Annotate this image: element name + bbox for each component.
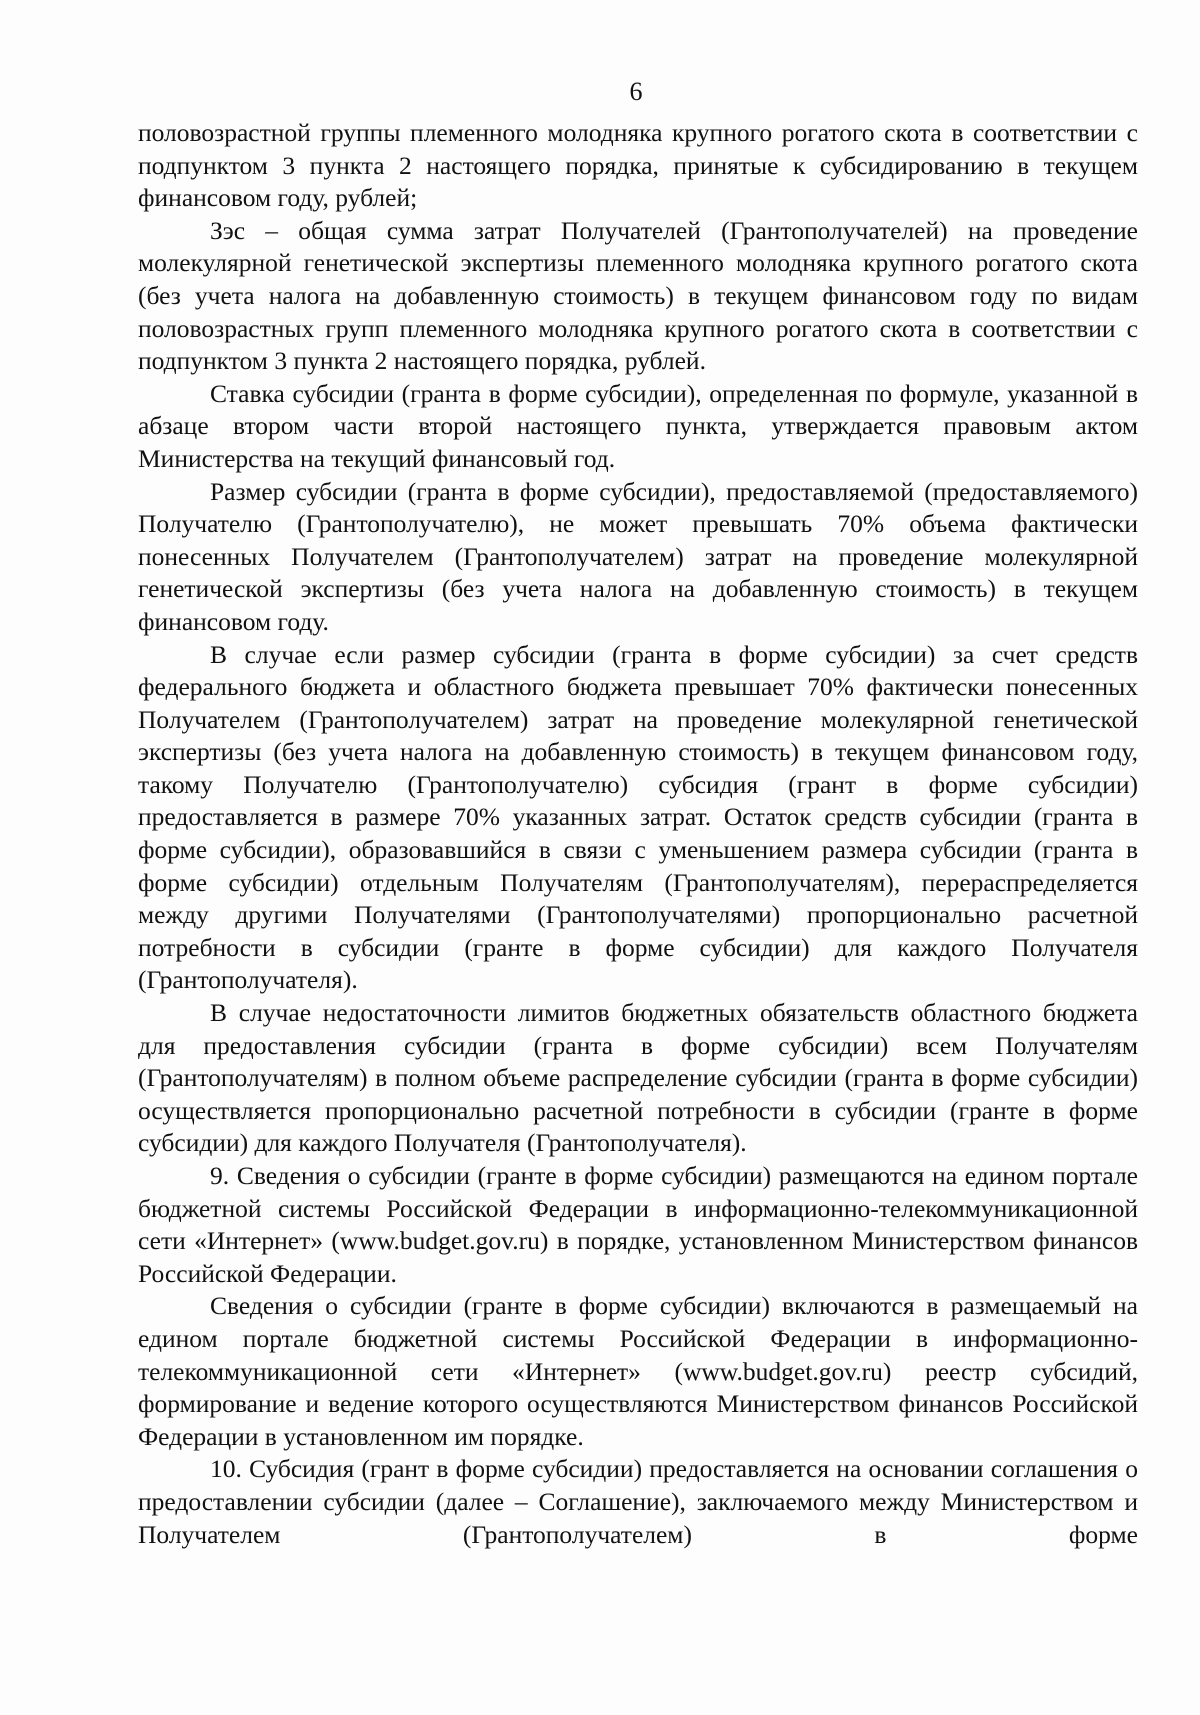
- paragraph-item-9: 9. Сведения о субсидии (гранте в форме субсидии) размещаются на едином портале бюджетной системы Российской Федерации в информационно-телекоммуникационной сети «Интернет» (www.budget.gov.ru) в порядке, установленном Министерством финансов Российской Федерации.: [138, 1161, 1138, 1288]
- paragraph-subsidy-size: Размер субсидии (гранта в форме субсидии), предоставляемой (предоставляемого) Получателю (Грантополучателю), не может превышать 70% объема фактически понесенных Получателем (Грантополучателем) затрат на проведение молекулярной генетической экспертизы (без учета налога на добавленную стоимость) в текущем финансовом году.: [138, 476, 1138, 636]
- paragraph-continuation: половозрастной группы племенного молодняка крупного рогатого скота в соответствии с подпунктом 3 пункта 2 настоящего порядка, принятые к субсидированию в текущем финансовом году, рублей;: [138, 118, 1138, 213]
- paragraph-registry: Сведения о субсидии (гранте в форме субсидии) включаются в размещаемый на едином портале бюджетной системы Российской Федерации в информационно-телекоммуникационной сети «Интернет» (www.budget.gov.ru) реестр субсидий, формирование и ведение которого осуществляются Министерством финансов Российской Федерации в установленном им порядке.: [138, 1291, 1138, 1451]
- paragraph-insufficient-limits: В случае недостаточности лимитов бюджетных обязательств областного бюджета для предоставления субсидии (гранта в форме субсидии) всем Получателям (Грантополучателям) в полном объеме распределение субсидии (гранта в форме субсидии) осуществляется пропорционально расчетной потребности в субсидии (гранте в форме субсидии) для каждого Получателя (Грантополучателя).: [138, 998, 1138, 1158]
- paragraph-subsidy-rate: Ставка субсидии (гранта в форме субсидии), определенная по формуле, указанной в абзаце втором части второй настоящего пункта, утверждается правовым актом Министерства на текущий финансовый год.: [138, 378, 1138, 473]
- document-body: [138, 117, 1138, 1551]
- page-number: 6: [629, 77, 643, 106]
- paragraph-item-10: 10. Субсидия (грант в форме субсидии) предоставляется на основании соглашения о предоставлении субсидии (далее – Соглашение), заключаемого между Министерством и Получателем (Грантополучателем) в форме: [138, 1454, 1138, 1549]
- paragraph-excess-case: В случае если размер субсидии (гранта в форме субсидии) за счет средств федерального бюджета и областного бюджета превышает 70% фактически понесенных Получателем (Грантополучателем) затрат на проведение молекулярной генетической экспертизы (без учета налога на добавленную стоимость) в текущем финансовом году, такому Получателю (Грантополучателю) субсидия (грант в форме субсидии) предоставляется в размере 70% указанных затрат. Остаток средств субсидии (гранта в форме субсидии), образовавшийся в связи с уменьшением размера субсидии (гранта в форме субсидии) отдельным Получателям (Грантополучателям), перераспределяется между другими Получателями (Грантополучателями) пропорционально расчетной потребности в субсидии (гранте в форме субсидии) для каждого Получателя (Грантополучателя).: [138, 639, 1138, 995]
- paragraph-zes-definition: Зэс – общая сумма затрат Получателей (Грантополучателей) на проведение молекулярной генетической экспертизы племенного молодняка крупного рогатого скота (без учета налога на добавленную стоимость) в текущем финансовом году по видам половозрастных групп племенного молодняка крупного рогатого скота в соответствии с подпунктом 3 пункта 2 настоящего порядка, рублей.: [138, 215, 1138, 376]
